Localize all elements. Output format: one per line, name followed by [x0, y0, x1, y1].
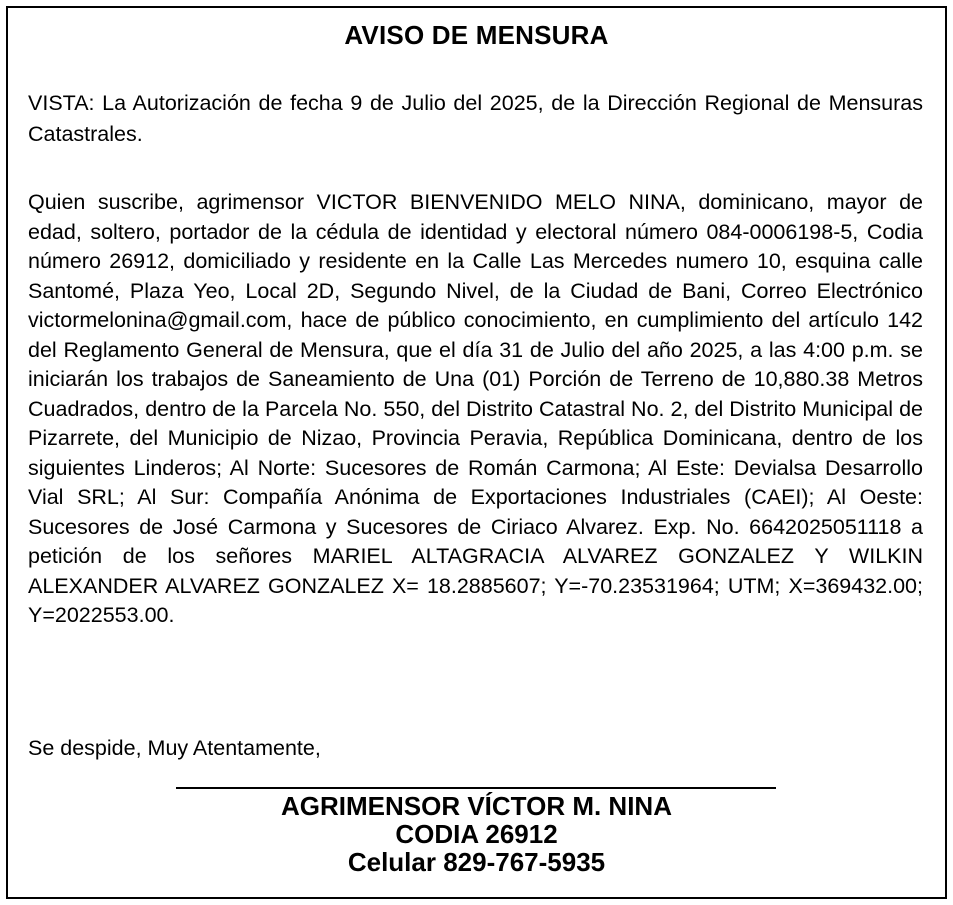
vista-paragraph: VISTA: La Autorización de fecha 9 de Julio del 2025, de la Dirección Regional de Mensuras Catastrales. [28, 91, 923, 146]
signer-name: AGRIMENSOR VÍCTOR M. NINA [281, 791, 672, 821]
notice-body-paragraph: Quien suscribe, agrimensor VICTOR BIENVENIDO MELO NINA, dominicano, mayor de edad, soltero, portador de la cédula de identidad y electoral número 084-0006198-5, Codia número 26912, domiciliado y residente en la Calle Las Mercedes numero 10, esquina calle Santomé, Plaza Yeo, Local 2D, Segundo Nivel, de la Ciudad de Bani, Correo Electrónico victormelonina@gmail.com, hace de público conocimiento, en cumplimiento del artículo 142 del Reglamento General de Mensura, que el día 31 de Julio del año 2025, a las 4:00 p.m. se iniciarán los trabajos de Saneamiento de Una (01) Porción de Terreno de 10,880.38 Metros Cuadrados, dentro de la Parcela No. 550, del Distrito Catastral No. 2, del Distrito Municipal de Pizarrete, del Municipio de Nizao, Provincia Peravia, República Dominicana, dentro de los siguientes Linderos; Al Norte: Sucesores de Román Carmona; Al Este: Devialsa Desarrollo Vial SRL; Al Sur: Compañía Anónima de Exportaciones Industriales (CAEI); Al Oeste: Sucesores de José Carmona y Sucesores de Ciriaco Alvarez. Exp. No. 6642025051118 a petición de los señores MARIEL ALTAGRACIA ALVAREZ GONZALEZ Y WILKIN ALEXANDER ALVAREZ GONZALEZ X= 18.2885607; Y=-70.23531964; UTM; X=369432.00; Y=2022553.00. [28, 190, 923, 627]
closing-text: Se despide, Muy Atentamente, [28, 736, 321, 760]
notice-title: AVISO DE MENSURA [344, 20, 609, 50]
signature-line [176, 787, 776, 789]
signer-phone: Celular 829-767-5935 [347, 847, 606, 877]
signer-codia: CODIA 26912 [395, 819, 558, 849]
notice-frame [6, 6, 947, 899]
